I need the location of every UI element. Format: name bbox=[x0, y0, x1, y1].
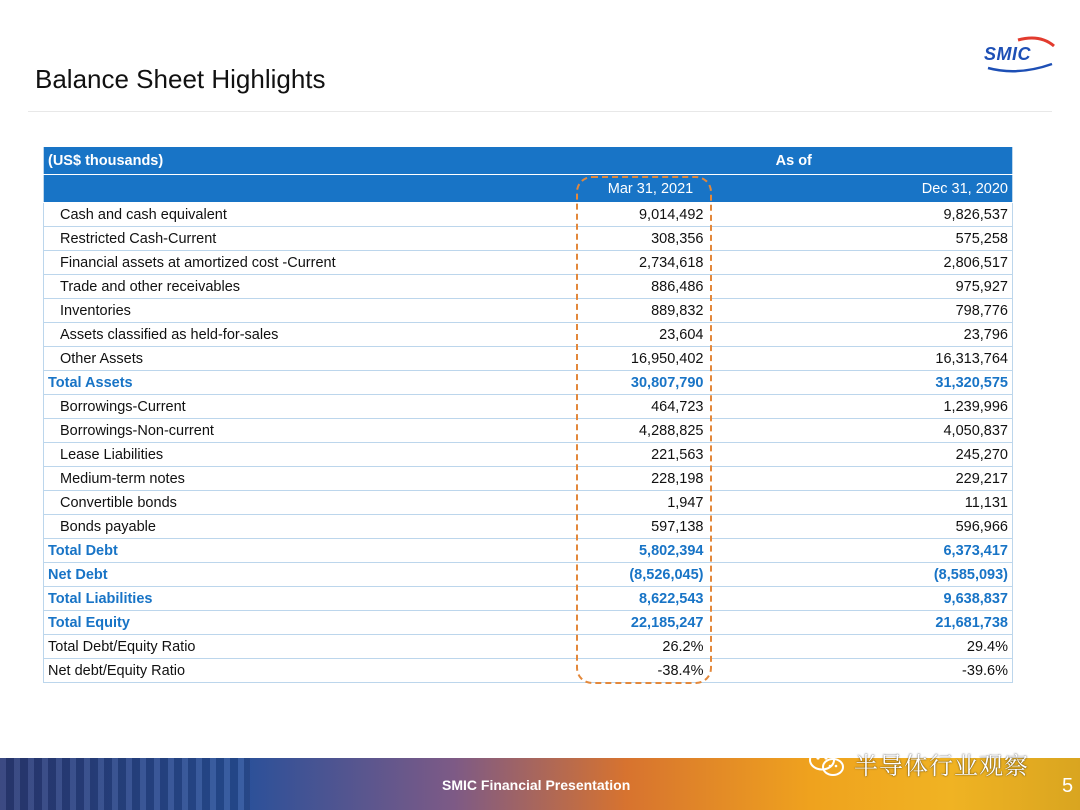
row-label: Restricted Cash-Current bbox=[44, 227, 576, 251]
row-label: Other Assets bbox=[44, 347, 576, 371]
table-row bbox=[44, 275, 1013, 299]
value-mar-2021: 30,807,790 bbox=[576, 371, 726, 395]
value-dec-2020: 245,270 bbox=[726, 443, 1013, 467]
smic-logo bbox=[978, 34, 1060, 76]
wechat-icon bbox=[808, 748, 846, 778]
total-row bbox=[44, 539, 1013, 563]
row-label: Bonds payable bbox=[44, 515, 576, 539]
value-dec-2020: 975,927 bbox=[726, 275, 1013, 299]
table-row bbox=[44, 227, 1013, 251]
value-dec-2020: 9,638,837 bbox=[726, 587, 1013, 611]
footer-skyline bbox=[0, 758, 250, 810]
value-dec-2020: 31,320,575 bbox=[726, 371, 1013, 395]
row-label: Net debt/Equity Ratio bbox=[44, 659, 576, 683]
table-row bbox=[44, 395, 1013, 419]
value-dec-2020: 16,313,764 bbox=[726, 347, 1013, 371]
value-mar-2021: -38.4% bbox=[576, 659, 726, 683]
table-row bbox=[44, 299, 1013, 323]
value-dec-2020: 29.4% bbox=[726, 635, 1013, 659]
row-label: Total Debt/Equity Ratio bbox=[44, 635, 576, 659]
balance-sheet-table bbox=[43, 147, 1013, 683]
value-dec-2020: 2,806,517 bbox=[726, 251, 1013, 275]
value-dec-2020: 798,776 bbox=[726, 299, 1013, 323]
slide-title: Balance Sheet Highlights bbox=[35, 64, 326, 94]
value-dec-2020: 6,373,417 bbox=[726, 539, 1013, 563]
column-header-mar-2021: Mar 31, 2021 bbox=[576, 175, 726, 203]
value-mar-2021: 1,947 bbox=[576, 491, 726, 515]
logo-text: SMIC bbox=[984, 44, 1031, 64]
table-row bbox=[44, 251, 1013, 275]
table-row bbox=[44, 323, 1013, 347]
row-label: Medium-term notes bbox=[44, 467, 576, 491]
value-mar-2021: 221,563 bbox=[576, 443, 726, 467]
row-label: Convertible bonds bbox=[44, 491, 576, 515]
value-dec-2020: 21,681,738 bbox=[726, 611, 1013, 635]
value-mar-2021: 16,950,402 bbox=[576, 347, 726, 371]
row-label: Financial assets at amortized cost -Current bbox=[44, 251, 576, 275]
value-dec-2020: 4,050,837 bbox=[726, 419, 1013, 443]
table-row bbox=[44, 635, 1013, 659]
table-row bbox=[44, 467, 1013, 491]
value-dec-2020: 23,796 bbox=[726, 323, 1013, 347]
row-label: Assets classified as held-for-sales bbox=[44, 323, 576, 347]
watermark bbox=[808, 746, 1029, 780]
value-mar-2021: 22,185,247 bbox=[576, 611, 726, 635]
table-row bbox=[44, 659, 1013, 683]
value-mar-2021: 889,832 bbox=[576, 299, 726, 323]
value-mar-2021: 5,802,394 bbox=[576, 539, 726, 563]
value-dec-2020: 575,258 bbox=[726, 227, 1013, 251]
row-label: Lease Liabilities bbox=[44, 443, 576, 467]
value-mar-2021: 26.2% bbox=[576, 635, 726, 659]
table-row bbox=[44, 515, 1013, 539]
value-mar-2021: 4,288,825 bbox=[576, 419, 726, 443]
value-mar-2021: 2,734,618 bbox=[576, 251, 726, 275]
row-label: Cash and cash equivalent bbox=[44, 203, 576, 227]
total-row bbox=[44, 587, 1013, 611]
header-spacer bbox=[44, 175, 576, 203]
value-dec-2020: (8,585,093) bbox=[726, 563, 1013, 587]
value-mar-2021: (8,526,045) bbox=[576, 563, 726, 587]
table-row bbox=[44, 203, 1013, 227]
value-dec-2020: 1,239,996 bbox=[726, 395, 1013, 419]
date-header-row bbox=[44, 175, 1013, 203]
footer-text: SMIC Financial Presentation bbox=[442, 777, 631, 793]
value-mar-2021: 308,356 bbox=[576, 227, 726, 251]
table-row bbox=[44, 347, 1013, 371]
unit-label: (US$ thousands) bbox=[44, 147, 576, 175]
row-label: Borrowings-Current bbox=[44, 395, 576, 419]
page-number: 5 bbox=[1062, 775, 1074, 797]
total-row bbox=[44, 611, 1013, 635]
value-mar-2021: 9,014,492 bbox=[576, 203, 726, 227]
value-dec-2020: 11,131 bbox=[726, 491, 1013, 515]
table-row bbox=[44, 443, 1013, 467]
row-label: Net Debt bbox=[44, 563, 576, 587]
row-label: Trade and other receivables bbox=[44, 275, 576, 299]
row-label: Total Debt bbox=[44, 539, 576, 563]
value-mar-2021: 228,198 bbox=[576, 467, 726, 491]
row-label: Total Liabilities bbox=[44, 587, 576, 611]
table-row bbox=[44, 491, 1013, 515]
value-mar-2021: 597,138 bbox=[576, 515, 726, 539]
as-of-header: As of bbox=[576, 147, 1013, 175]
total-row bbox=[44, 371, 1013, 395]
table-header-row bbox=[44, 147, 1013, 175]
value-mar-2021: 23,604 bbox=[576, 323, 726, 347]
value-dec-2020: 596,966 bbox=[726, 515, 1013, 539]
row-label: Total Equity bbox=[44, 611, 576, 635]
value-mar-2021: 464,723 bbox=[576, 395, 726, 419]
value-mar-2021: 886,486 bbox=[576, 275, 726, 299]
column-header-dec-2020: Dec 31, 2020 bbox=[726, 175, 1013, 203]
value-dec-2020: 9,826,537 bbox=[726, 203, 1013, 227]
total-row bbox=[44, 563, 1013, 587]
title-divider bbox=[28, 111, 1052, 112]
row-label: Total Assets bbox=[44, 371, 576, 395]
table-row bbox=[44, 419, 1013, 443]
value-dec-2020: -39.6% bbox=[726, 659, 1013, 683]
row-label: Borrowings-Non-current bbox=[44, 419, 576, 443]
value-mar-2021: 8,622,543 bbox=[576, 587, 726, 611]
value-dec-2020: 229,217 bbox=[726, 467, 1013, 491]
row-label: Inventories bbox=[44, 299, 576, 323]
watermark-text: 半导体行业观察 bbox=[854, 752, 1029, 780]
